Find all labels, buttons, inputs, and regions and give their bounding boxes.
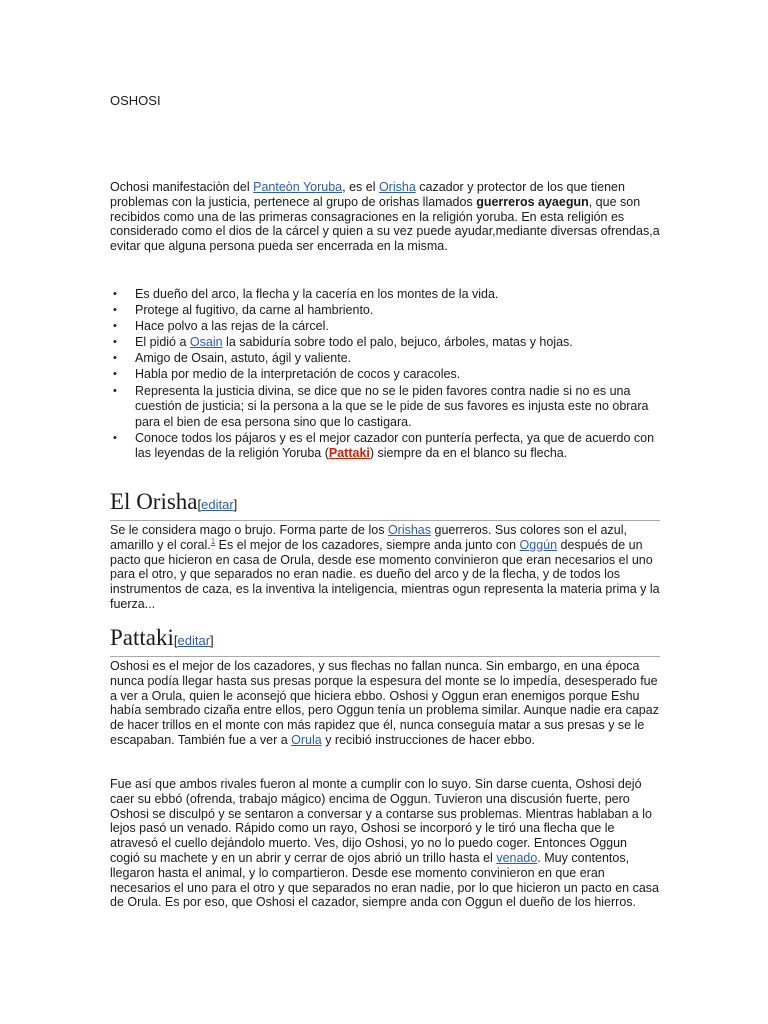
list-item-text: El pidió a	[135, 335, 190, 350]
paragraph-text: Es el mejor de los cazadores, siempre anda junto con	[215, 537, 520, 552]
footnote-ref-link[interactable]: 1	[210, 536, 216, 546]
list-item-text: Amigo de Osain, astuto, ágil y valiente.	[135, 351, 352, 366]
edit-bracket: [	[173, 633, 178, 648]
paragraph-text: y recibió instrucciones de hacer ebbo.	[321, 732, 536, 747]
list-item	[110, 335, 660, 351]
link-venado[interactable]: venado	[496, 850, 538, 865]
intro-text: , que son recibidos como una de las primeras consagraciones en la religión yoruba. En esta religión es considerado como el dios de la cárcel y quien a su vez puede ayudar,mediante diversas ofrendas,a evitar que alguna persona pueda ser encerrada en la misma.	[110, 194, 660, 254]
pattaki-paragraph-1	[110, 659, 660, 748]
heading-el-orisha	[110, 488, 660, 521]
link-orishas[interactable]: Orishas	[387, 523, 432, 537]
link-oggun[interactable]: Oggún	[519, 537, 558, 552]
heading-text: El Orisha	[110, 489, 198, 514]
list-item-text: Protege al fugitivo, da carne al hambriento.	[135, 303, 374, 318]
link-orula[interactable]: Orula	[291, 732, 322, 747]
list-item-text: Habla por medio de la interpretación de cocos y caracoles.	[135, 367, 461, 382]
paragraph-text: después de un pacto que hicieron en casa de Orula, desde ese momento convinieron que eran necesarios el uno para el otro, y que separados no eran nadie. es dueño del arco y de la flecha, y de todos los instrumentos de caza, es la inventiva la inteligencia, mientras ogun representa la materia prima y la fuerza...	[110, 537, 660, 611]
intro-text: cazador y protector de los que tienen problemas con la justicia, pertenece al grupo de orishas llamados	[110, 180, 625, 209]
edit-bracket: ]	[210, 633, 214, 648]
paragraph-text: Se le considera mago o brujo. Forma parte de los	[110, 523, 388, 537]
heading-text: Pattaki	[110, 625, 174, 650]
list-item	[110, 303, 660, 319]
paragraph-text: Oshosi es el mejor de los cazadores, y sus flechas no fallan nunca. Sin embargo, en una época nunca podía llegar hasta sus presas porque la espesura del monte se lo impedía, desesperado fue a ver a Orula, quien le aconsejó que hiciera ebbo. Oshosi y Oggun eran enemigos porque Eshu había sembrado cizaña entre ellos, pero Oggun tenía un problema similar. Aunque nadie era capaz de hacer trillos en el monte con más rapidez que él, nunca conseguía matar a sus presas y se le escapaban. También fue a ver a	[110, 659, 659, 747]
intro-paragraph	[110, 180, 660, 254]
list-item	[110, 431, 660, 462]
edit-section-link	[174, 633, 214, 648]
document-title: OSHOSI	[110, 93, 161, 108]
edit-bracket: [	[197, 497, 202, 512]
list-item-text: la sabiduría sobre todo el palo, bejuco, árboles, matas y hojas.	[222, 335, 573, 350]
link-osain[interactable]: Osain	[189, 335, 223, 350]
edit-bracket: ]	[233, 497, 238, 512]
list-item	[110, 384, 660, 431]
link-pattaki-red[interactable]: Pattaki	[328, 446, 370, 461]
list-item	[110, 319, 660, 335]
intro-bold-text: guerreros ayaegun	[476, 194, 589, 209]
link-orisha[interactable]: Orisha	[378, 180, 416, 194]
list-item	[110, 367, 660, 383]
pattaki-paragraph-2	[110, 777, 660, 910]
list-item-text: ) siempre da en el blanco su flecha.	[369, 446, 568, 461]
list-item	[110, 351, 660, 367]
heading-pattaki	[110, 624, 660, 657]
intro-text: , es el	[342, 180, 379, 194]
edit-link[interactable]: editar	[201, 497, 234, 512]
paragraph-text: Fue así que ambos rivales fueron al monte a cumplir con lo suyo. Sin darse cuenta, Oshosi dejó caer su ebbó (ofrenda, trabajo mágico) encima de Oggun. Tuvieron una discusión fuerte, pero Oshosi se disculpó y se sentaron a conversar y a contarse sus problemas. Mientras hablaban a lo lejos pasó un venado. Rápido como un rayo, Oshosi se incorporó y le tiró una flecha que le atravesó el cuello dejándolo muerto. Ves, dijo Oshosi, yo no lo puedo coger. Entonces Oggun cogió su machete y en un abrir y cerrar de ojos abrió un trillo hasta el	[110, 777, 652, 865]
attributes-list	[110, 287, 660, 462]
paragraph-text: . Muy contentos, llegaron hasta el animal, y lo compartieron. Desde ese momento convinieron en que eran necesarios el uno para el otro y que separados no eran nadie, por lo que hicieron un pacto en casa de Orula. Es por eso, que Oshosi el cazador, siempre anda con Oggun el dueño de los hierros.	[110, 850, 659, 910]
link-panteon-yoruba[interactable]: Panteòn Yoruba	[253, 180, 343, 194]
list-item-text: Es dueño del arco, la flecha y la cacería en los montes de la vida.	[135, 287, 499, 301]
intro-text: Ochosi manifestaciòn del	[110, 180, 254, 194]
list-item-text: Conoce todos los pájaros y es el mejor cazador con puntería perfecta, ya que de acuerdo con las leyendas de la religión Yoruba (	[135, 430, 655, 461]
edit-section-link	[198, 497, 238, 512]
edit-link[interactable]: editar	[177, 633, 211, 648]
list-item-text: Hace polvo a las rejas de la cárcel.	[135, 319, 329, 334]
paragraph-text: guerreros. Sus colores son el azul, amarillo y el coral.	[110, 523, 627, 552]
list-item-text: Representa la justicia divina, se dice que no se le piden favores contra nadie si no es una cuestión de justicia; si la persona a la que se le pide de sus favores es injusta este no obrara para el bien de esa persona sino que lo castigara.	[135, 383, 649, 429]
orisha-paragraph	[110, 523, 660, 612]
list-item	[110, 287, 660, 303]
